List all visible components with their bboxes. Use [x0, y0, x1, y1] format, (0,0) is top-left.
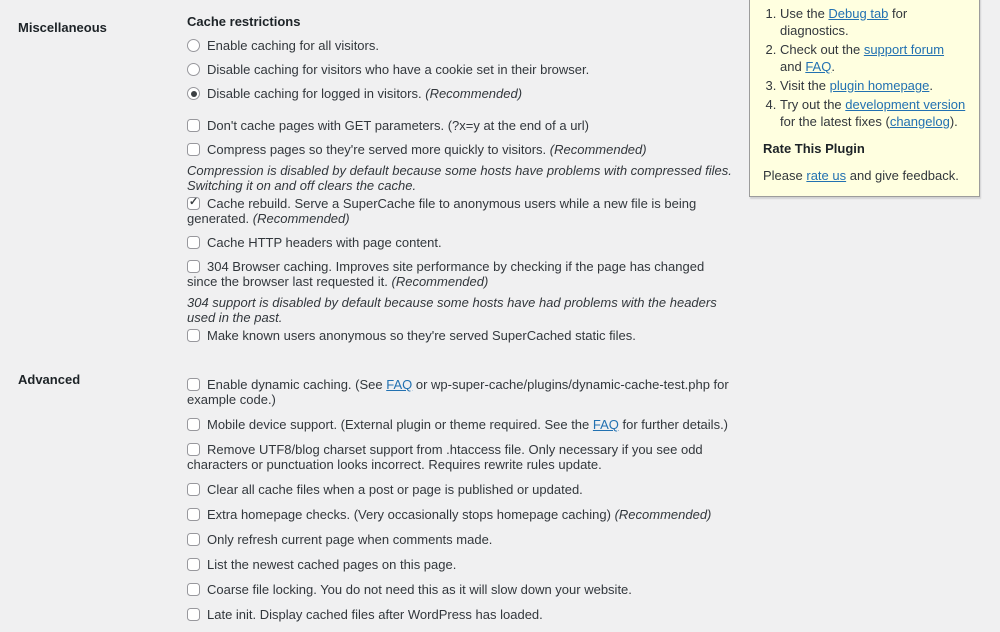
label-text: . — [929, 78, 933, 93]
label-text: Only refresh current page when comments made. — [207, 532, 493, 547]
inline-link[interactable]: development version — [845, 97, 966, 112]
radio-input[interactable] — [187, 39, 200, 52]
checkbox-option[interactable] — [187, 118, 732, 133]
inline-link[interactable]: changelog — [889, 114, 950, 129]
checkbox-option[interactable] — [187, 328, 732, 343]
inline-link[interactable]: FAQ — [386, 377, 413, 392]
checkbox-option[interactable] — [187, 582, 732, 597]
rate-plugin-heading: Rate This Plugin — [763, 141, 865, 156]
checkbox-option[interactable] — [187, 532, 732, 547]
label-text: and — [780, 59, 806, 74]
checkbox-input[interactable] — [187, 260, 200, 273]
label-text: Disable caching for logged in visitors. — [207, 86, 426, 101]
checkbox-option[interactable] — [187, 607, 732, 622]
checkbox-option[interactable] — [187, 377, 732, 407]
checkbox-option[interactable] — [187, 507, 732, 522]
checkbox-option[interactable] — [187, 482, 732, 497]
label-italic-text: (Recommended) — [549, 142, 647, 157]
checkbox-input[interactable] — [187, 583, 200, 596]
radio-option[interactable] — [187, 38, 732, 53]
label-text: Coarse file locking. You do not need this as it will slow down your website. — [207, 582, 632, 597]
inline-link[interactable]: FAQ — [805, 59, 832, 74]
label-text: for the latest fixes ( — [780, 114, 890, 129]
inline-link[interactable]: support forum — [863, 42, 945, 57]
inline-help-note — [187, 163, 732, 193]
label-text: Make known users anonymous so they're served SuperCached static files. — [207, 328, 636, 343]
help-link-list — [763, 5, 966, 130]
label-text: List the newest cached pages on this page. — [207, 557, 457, 572]
section-content — [187, 0, 732, 352]
inline-link[interactable]: plugin homepage — [829, 78, 930, 93]
label-text: Please — [763, 168, 807, 183]
label-text: Try out the — [780, 97, 846, 112]
checkbox-input[interactable] — [187, 558, 200, 571]
group-heading — [187, 14, 732, 29]
radio-option[interactable] — [187, 86, 732, 101]
checkbox-input[interactable] — [187, 329, 200, 342]
label-text: Disable caching for visitors who have a cookie set in their browser. — [207, 62, 590, 77]
label-text: or wp-super-cache/plugins/dynamic-cache-test.php for example code.) — [187, 377, 729, 407]
label-italic-text: (Recommended) — [252, 211, 350, 226]
label-text: Cache restrictions — [187, 14, 301, 29]
help-list-item — [780, 96, 966, 130]
checkbox-input[interactable] — [187, 236, 200, 249]
checkbox-input[interactable] — [187, 483, 200, 496]
checkbox-input[interactable] — [187, 508, 200, 521]
inline-link[interactable]: rate us — [806, 168, 847, 183]
label-text: for further details.) — [618, 417, 729, 432]
label-text: Check out the — [780, 42, 864, 57]
label-text: Visit the — [780, 78, 830, 93]
checkbox-option[interactable] — [187, 196, 732, 226]
radio-input[interactable] — [187, 63, 200, 76]
section-label: Advanced — [18, 372, 81, 387]
section-advanced — [0, 352, 749, 632]
rate-plugin-text — [763, 167, 966, 184]
section-label: Miscellaneous — [18, 20, 107, 35]
label-text: 304 support is disabled by default because some hosts have had problems with the headers used in the past. — [187, 295, 717, 325]
section-content — [187, 352, 732, 632]
checkbox-option[interactable] — [187, 417, 732, 432]
checkbox-input[interactable] — [187, 608, 200, 621]
label-italic-text: (Recommended) — [391, 274, 489, 289]
help-list-item — [780, 5, 966, 39]
checkbox-input[interactable] — [187, 418, 200, 431]
checkbox-option[interactable] — [187, 259, 732, 289]
label-text: Clear all cache files when a post or page is published or updated. — [207, 482, 583, 497]
help-list-item — [780, 41, 966, 75]
label-text: Enable caching for all visitors. — [207, 38, 379, 53]
label-text: ). — [949, 114, 958, 129]
label-text: Mobile device support. (External plugin or theme required. See the — [207, 417, 593, 432]
checkbox-option[interactable] — [187, 557, 732, 572]
label-italic-text: (Recommended) — [614, 507, 712, 522]
label-text: Late init. Display cached files after WordPress has loaded. — [207, 607, 543, 622]
checkbox-option[interactable] — [187, 442, 732, 472]
label-text: Extra homepage checks. (Very occasionally stops homepage caching) — [207, 507, 615, 522]
checkbox-input[interactable] — [187, 378, 200, 391]
checkbox-option[interactable] — [187, 142, 732, 157]
need-help-box — [749, 0, 980, 197]
label-text: . — [831, 59, 835, 74]
label-italic-text: (Recommended) — [425, 86, 523, 101]
label-text: for diagnostics. — [780, 6, 908, 38]
checkbox-option[interactable] — [187, 235, 732, 250]
label-text: Remove UTF8/blog charset support from .htaccess file. Only necessary if you see odd characters or punctuation looks incorrect. Requires rewrite rules update. — [187, 442, 703, 472]
label-text: Cache rebuild. Serve a SuperCache file to anonymous users while a new file is being generated. — [187, 196, 697, 226]
checkbox-input[interactable] — [187, 119, 200, 132]
label-text: Enable dynamic caching. (See — [207, 377, 387, 392]
section-miscellaneous — [0, 0, 749, 352]
label-text: Compression is disabled by default because some hosts have problems with compressed files. Switching it on and off clears the cache. — [187, 163, 732, 193]
help-list-item — [780, 77, 966, 94]
checkbox-input[interactable] — [187, 443, 200, 456]
label-text: Cache HTTP headers with page content. — [207, 235, 442, 250]
checkbox-input[interactable] — [187, 143, 200, 156]
checkbox-input-checked[interactable] — [187, 197, 200, 210]
radio-option[interactable] — [187, 62, 732, 77]
inline-link[interactable]: FAQ — [592, 417, 619, 432]
radio-input-checked[interactable] — [187, 87, 200, 100]
label-text: 304 Browser caching. Improves site performance by checking if the page has changed since the browser last requested it. — [187, 259, 705, 289]
inline-link[interactable]: Debug tab — [828, 6, 889, 21]
label-text: Use the — [780, 6, 829, 21]
label-text: Compress pages so they're served more quickly to visitors. — [207, 142, 550, 157]
inline-help-note — [187, 295, 732, 325]
checkbox-input[interactable] — [187, 533, 200, 546]
label-text: and give feedback. — [846, 168, 959, 183]
label-text: Don't cache pages with GET parameters. (?x=y at the end of a url) — [207, 118, 589, 133]
